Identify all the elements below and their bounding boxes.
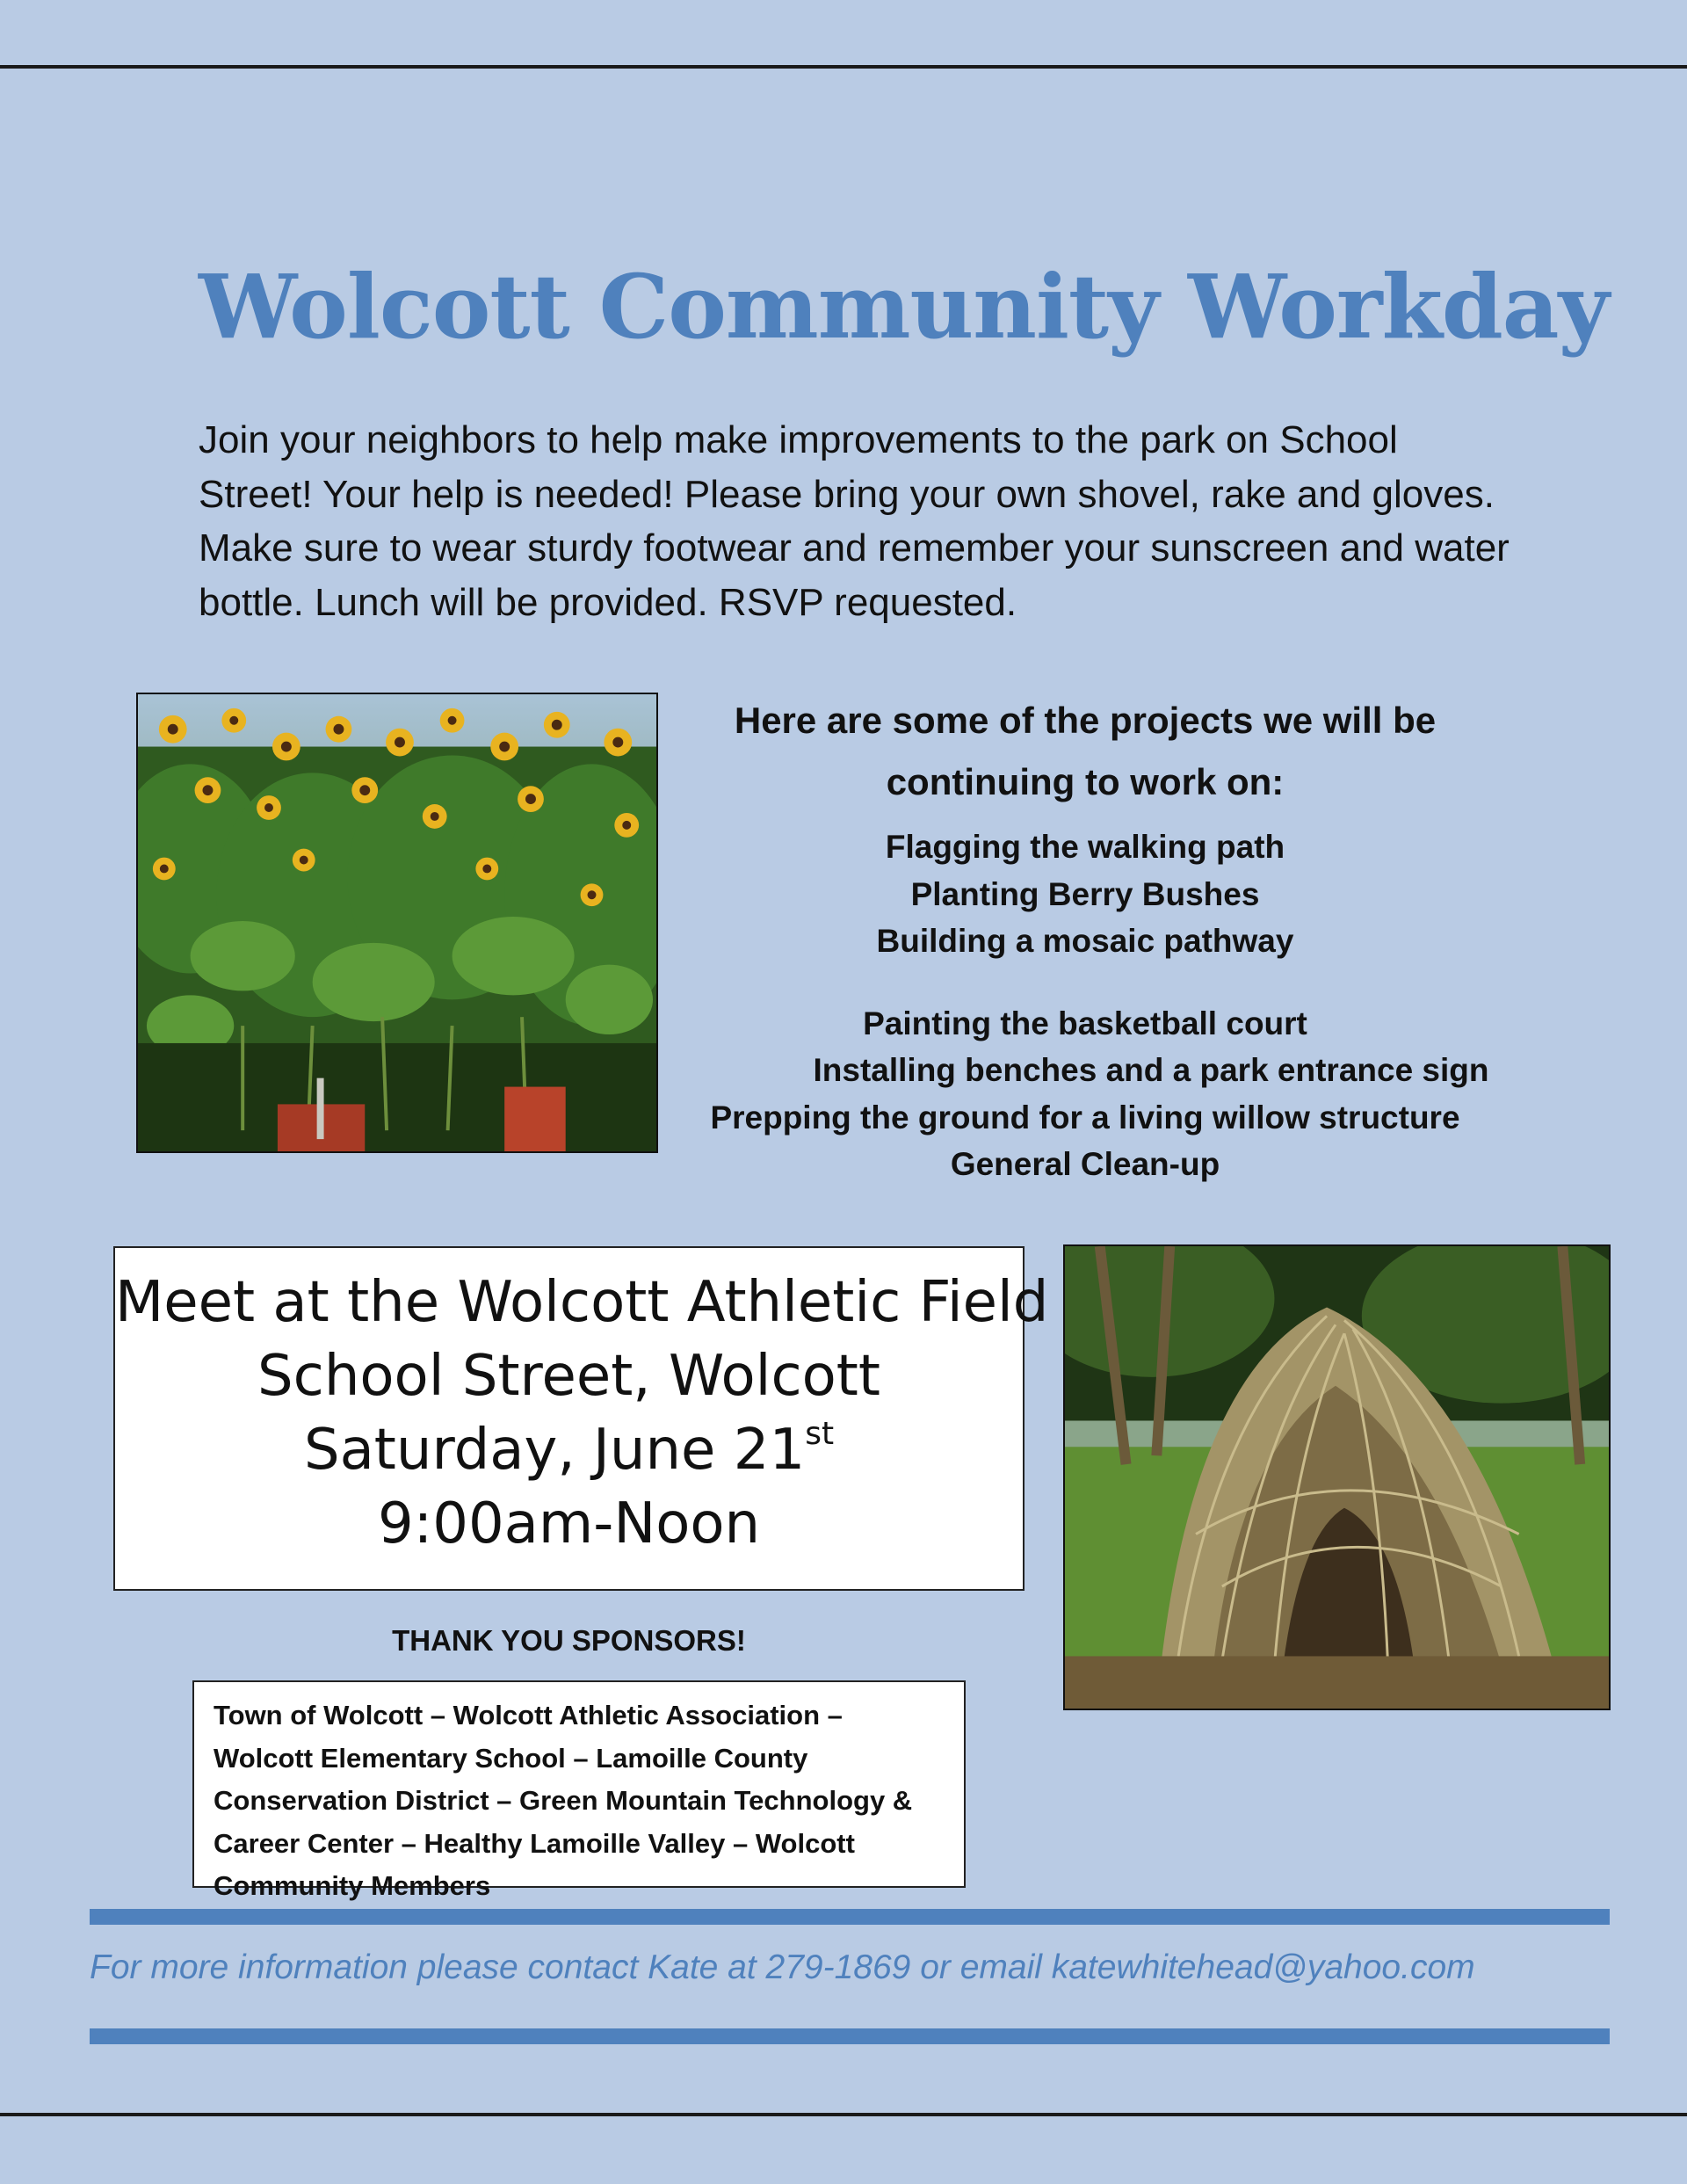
projects-list [677, 824, 1494, 1188]
project-item: Painting the basketball court [863, 1005, 1307, 1041]
projects-heading-line1: Here are some of the projects we will be [734, 700, 1437, 741]
project-item: Flagging the walking path [885, 829, 1285, 865]
intro-paragraph: Join your neighbors to help make improvements to the park on School Street! Your help is needed! Please bring your own shovel, rake and gloves. Make sure to wear sturdy footwear and remember your sunscreen and water bottle. Lunch will be provided. RSVP requested. [199, 418, 1510, 624]
page-title: Wolcott Community Workday [199, 255, 1609, 359]
contact-info: For more information please contact Kate at 279-1869 or email katewhitehead@yahoo.com [90, 1948, 1475, 1986]
meeting-info-box [113, 1246, 1049, 1591]
meeting-date: Saturday, June 21 [303, 1418, 806, 1483]
contact-band-bottom [90, 2028, 1610, 2044]
willow-structure-photo [1063, 1244, 1611, 1710]
meeting-time: 9:00am-Noon [377, 1491, 761, 1556]
projects-section [677, 690, 1494, 1188]
project-item: General Clean-up [950, 1146, 1220, 1182]
project-item: Installing benches and a park entrance sign [813, 1052, 1489, 1088]
sponsors-box [192, 1680, 966, 1901]
project-item: Planting Berry Bushes [910, 875, 1260, 912]
willow-photo-illustration [1065, 1246, 1609, 1709]
contact-band-top [90, 1909, 1610, 1925]
meeting-street: School Street, Wolcott [257, 1344, 880, 1409]
projects-heading-line2: continuing to work on: [886, 761, 1285, 802]
sunflower-photo [136, 693, 658, 1153]
project-item: Building a mosaic pathway [876, 923, 1294, 959]
projects-heading [677, 690, 1494, 813]
sponsors-heading: THANK YOU SPONSORS! [392, 1624, 746, 1657]
bottom-rule [0, 2113, 1687, 2116]
meeting-location: Meet at the Wolcott Athletic Field [115, 1270, 1049, 1335]
meeting-date-suffix: st [805, 1416, 835, 1452]
meeting-date-line [115, 1413, 1023, 1487]
top-rule [0, 65, 1687, 69]
sponsors-list: Town of Wolcott – Wolcott Athletic Association – Wolcott Elementary School – Lamoille County Conservation District – Green Mountain Technology & Career Center – Healthy Lamoille Valley – Wolcott Community Members [214, 1700, 913, 1901]
project-item: Prepping the ground for a living willow structure [710, 1099, 1460, 1136]
sunflower-photo-illustration [138, 694, 656, 1151]
